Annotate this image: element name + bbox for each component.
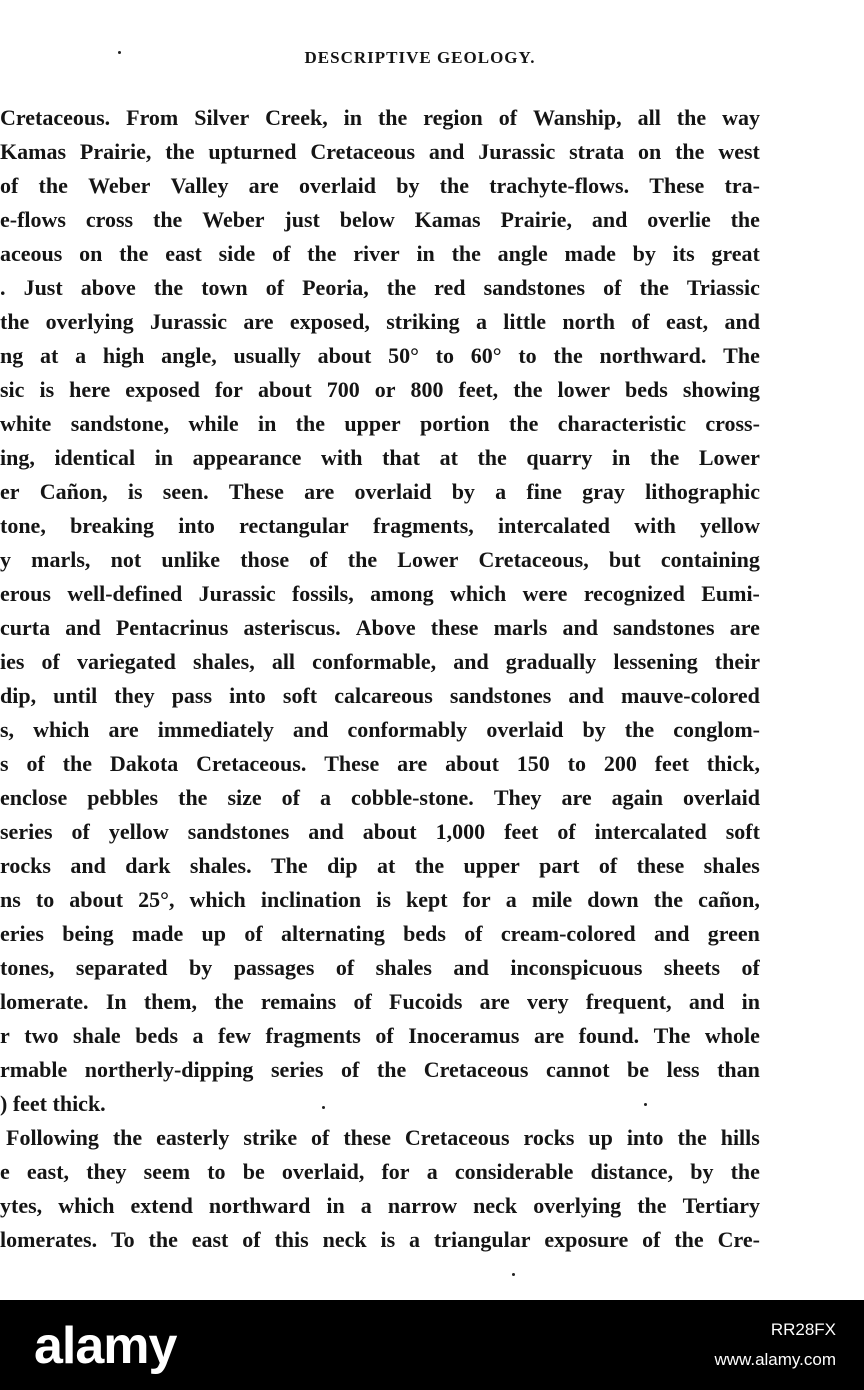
speck [322,1106,325,1109]
text-line: rocks and dark shales. The dip at the upper part of these shales [0,853,760,878]
text-line: e east, they seem to be overlaid, for a considerable distance, by the [0,1159,760,1184]
text-line: lomerates. To the east of this neck is a triangular exposure of the Cre- [0,1227,760,1252]
watermark-banner [0,1300,864,1390]
text-line: r two shale beds a few fragments of Inoceramus are found. The whole [0,1023,760,1048]
text-line: y marls, not unlike those of the Lower Cretaceous, but containing [0,547,760,572]
page-title: DESCRIPTIVE GEOLOGY. [304,48,536,67]
text-line: ing, identical in appearance with that at the quarry in the Lower [0,445,760,470]
text-line: ns to about 25°, which inclination is kept for a mile down the cañon, [0,887,760,912]
running-head [0,48,720,68]
image-id: RR28FX [770,1320,836,1339]
text-line: Following the easterly strike of these Cretaceous rocks up into the hills [6,1125,760,1150]
text-line: lomerate. In them, the remains of Fucoids are very frequent, and in [0,989,760,1014]
text-line: the overlying Jurassic are exposed, striking a little north of east, and [0,309,760,334]
speck [118,51,121,54]
text-line: erous well-defined Jurassic fossils, among which were recognized Eumi- [0,581,760,606]
text-line: dip, until they pass into soft calcareous sandstones and mauve-colored [0,683,760,708]
text-line: curta and Pentacrinus asteriscus. Above these marls and sandstones are [0,615,760,640]
text-line: s of the Dakota Cretaceous. These are about 150 to 200 feet thick, [0,751,760,776]
text-line: aceous on the east side of the river in the angle made by its great [0,241,760,266]
text-line: . Just above the town of Peoria, the red sandstones of the Triassic [0,275,760,300]
text-line: er Cañon, is seen. These are overlaid by a fine gray lithographic [0,479,760,504]
text-line: tone, breaking into rectangular fragments, intercalated with yellow [0,513,760,538]
text-line: Cretaceous. From Silver Creek, in the region of Wanship, all the way [0,105,760,130]
text-line: series of yellow sandstones and about 1,000 feet of intercalated soft [0,819,760,844]
text-line: e-flows cross the Weber just below Kamas Prairie, and overlie the [0,207,760,232]
text-line: enclose pebbles the size of a cobble-stone. They are again overlaid [0,785,760,810]
text-line: ) feet thick. [0,1091,106,1116]
text-line: of the Weber Valley are overlaid by the trachyte-flows. These tra- [0,173,760,198]
text-line: s, which are immediately and conformably overlaid by the conglom- [0,717,760,742]
text-line: white sandstone, while in the upper portion the characteristic cross- [0,411,760,436]
text-line: rmable northerly-dipping series of the Cretaceous cannot be less than [0,1057,760,1082]
text-line: eries being made up of alternating beds of cream-colored and green [0,921,760,946]
text-line: ng at a high angle, usually about 50° to 60° to the northward. The [0,343,760,368]
body-text [0,101,760,1257]
text-line: ies of variegated shales, all conformable, and gradually lessening their [0,649,760,674]
text-line: tones, separated by passages of shales and inconspicuous sheets of [0,955,760,980]
text-line: sic is here exposed for about 700 or 800 feet, the lower beds showing [0,377,760,402]
speck [512,1273,515,1276]
alamy-logo: alamy [34,1317,177,1375]
text-line: ytes, which extend northward in a narrow neck overlying the Tertiary [0,1193,760,1218]
speck [644,1103,647,1106]
site-url: www.alamy.com [714,1350,836,1369]
text-line: Kamas Prairie, the upturned Cretaceous and Jurassic strata on the west [0,139,760,164]
